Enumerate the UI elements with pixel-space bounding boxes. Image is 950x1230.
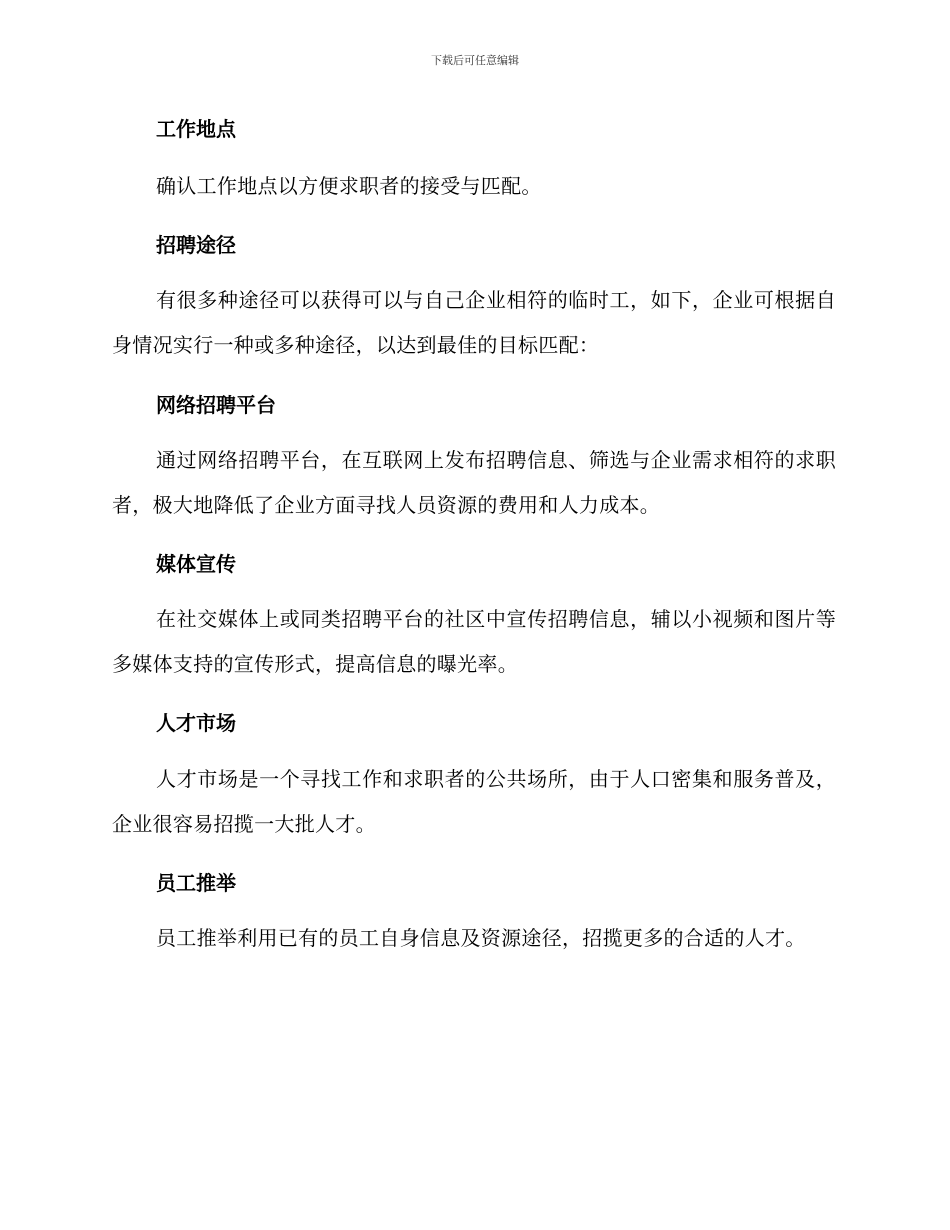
section-body-talent-market: 人才市场是一个寻找工作和求职者的公共场所，由于人口密集和服务普及，企业很容易招揽一大批人才。 [112,767,836,836]
page-header: 下载后可任意编辑 [431,54,519,67]
section-body-media-promotion: 在社交媒体上或同类招聘平台的社区中宣传招聘信息，辅以小视频和图片等多媒体支持的宣传形式，提高信息的曝光率。 [112,607,836,676]
section-heading-media-promotion: 媒体宣传 [156,552,236,576]
section-heading-talent-market: 人才市场 [156,711,236,735]
section-heading-recruitment-channels: 招聘途径 [156,233,236,257]
section-body-employee-referral: 员工推举利用已有的员工自身信息及资源途径，招揽更多的合适的人才。 [156,926,806,950]
section-body-work-location: 确认工作地点以方便求职者的接受与匹配。 [156,174,542,198]
section-heading-employee-referral: 员工推举 [156,871,236,895]
section-heading-online-platform: 网络招聘平台 [156,393,276,417]
section-body-recruitment-channels: 有很多种途径可以获得可以与自己企业相符的临时工，如下，企业可根据自身情况实行一种或多种途径，以达到最佳的目标匹配： [112,288,836,357]
section-body-online-platform: 通过网络招聘平台，在互联网上发布招聘信息、筛选与企业需求相符的求职者，极大地降低了企业方面寻找人员资源的费用和人力成本。 [112,448,836,517]
section-heading-work-location: 工作地点 [156,117,236,141]
